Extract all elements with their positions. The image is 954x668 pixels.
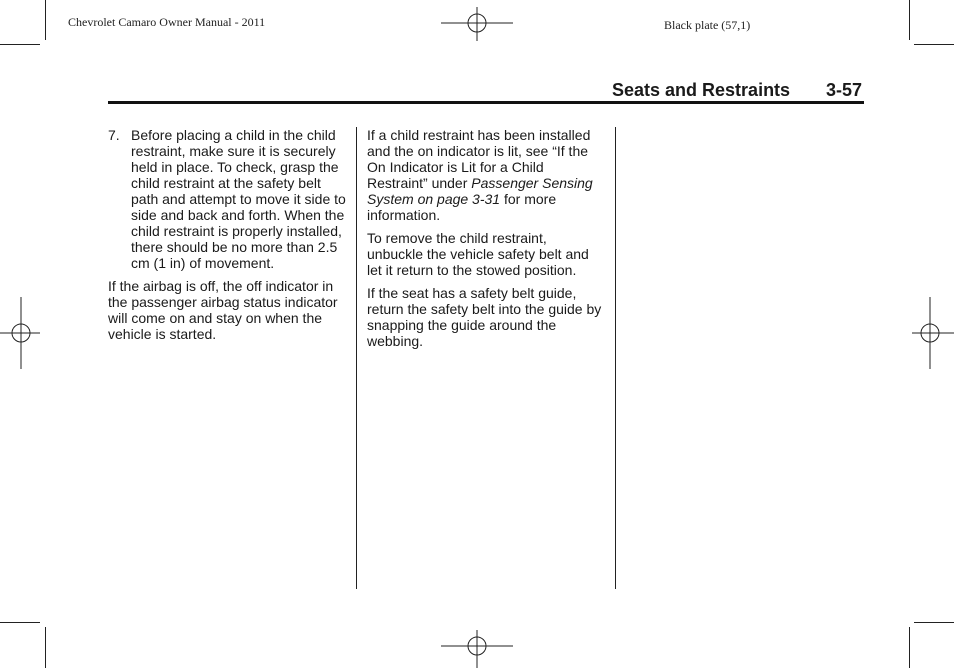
- registration-mark-icon: [441, 630, 513, 668]
- cross-reference-link[interactable]: Passenger Sensing System on page 3-31: [367, 175, 593, 207]
- list-number: 7.: [108, 127, 120, 143]
- list-item: [108, 127, 348, 271]
- plate-label: Black plate (57,1): [664, 18, 751, 32]
- crop-mark: [914, 44, 954, 45]
- crop-mark: [0, 44, 40, 45]
- crop-mark: [909, 0, 910, 40]
- list-text: Before placing a child in the child restraint, make sure it is securely held in place. To check, grasp the child restraint at the safety belt path and attempt to move it side to side and back and forth. When the child restraint is properly installed, there should be no more than 2.5 cm (1 in) of movement.: [131, 127, 346, 271]
- document-title: Chevrolet Camaro Owner Manual - 2011: [68, 15, 266, 29]
- paragraph: If the seat has a safety belt guide, return the safety belt into the guide by snapping the guide around the webbing.: [367, 285, 602, 349]
- column-middle: [367, 127, 605, 356]
- crop-mark: [914, 622, 954, 623]
- paragraph-text: If a child restraint has been installed and the on indicator is lit, see “If the On Indicator is Lit for a Child Restraint” under: [367, 127, 591, 191]
- column-divider: [615, 127, 616, 589]
- crop-mark: [909, 627, 910, 668]
- page-number: 3-57: [826, 80, 863, 100]
- paragraph-text: for more information.: [367, 191, 557, 223]
- registration-mark-icon: [441, 7, 513, 41]
- crop-mark: [45, 0, 46, 40]
- header-rule: [108, 101, 864, 104]
- registration-mark-icon: [912, 297, 954, 369]
- paragraph: [367, 127, 605, 223]
- registration-mark-icon: [0, 297, 40, 369]
- crop-mark: [0, 622, 40, 623]
- paragraph: If the airbag is off, the off indicator in the passenger airbag status indicator will come on and stay on when the vehicle is started.: [108, 278, 338, 342]
- column-divider: [356, 127, 357, 589]
- column-left: [108, 127, 348, 349]
- paragraph: To remove the child restraint, unbuckle the vehicle safety belt and let it return to the stowed position.: [367, 230, 589, 278]
- section-title: Seats and Restraints: [612, 80, 791, 100]
- crop-mark: [45, 627, 46, 668]
